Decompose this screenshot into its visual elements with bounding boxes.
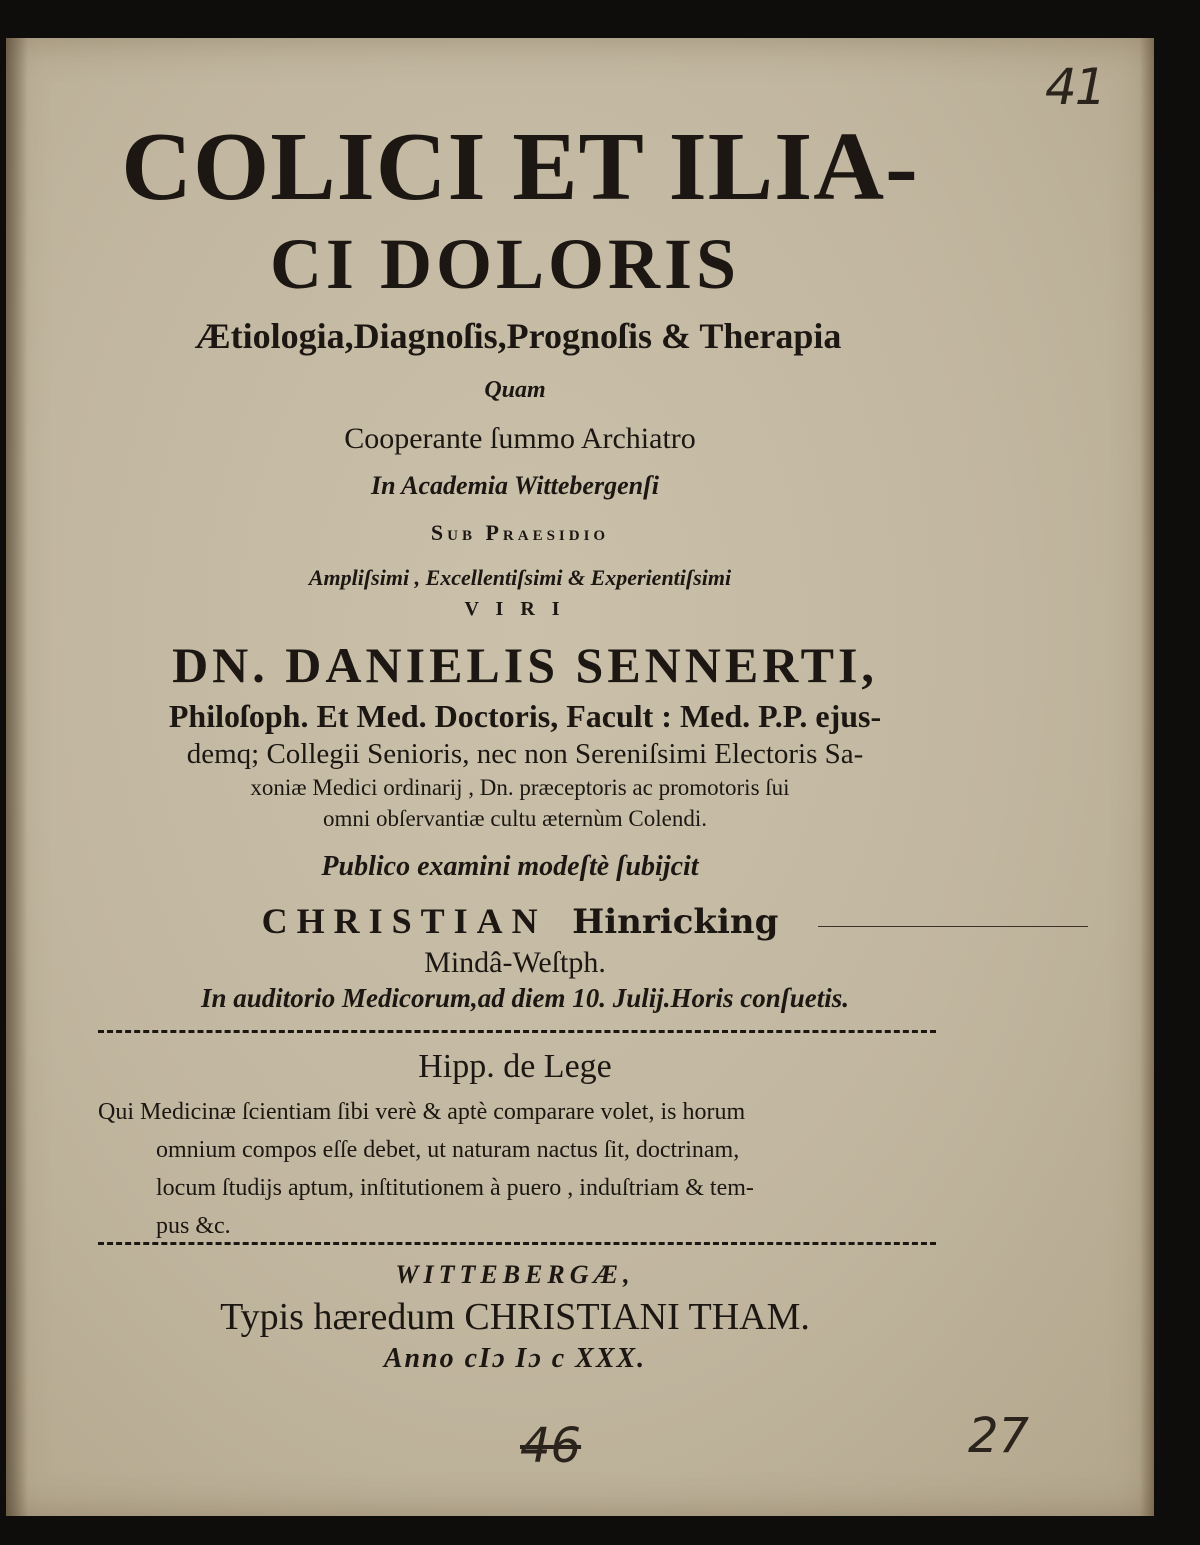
praeses-title-2: demq; Collegii Senioris, nec non Sereniſsimi Electoris Sa- (186, 738, 864, 770)
title-line-2: CI DOLORIS (269, 224, 741, 304)
respondent-line (0, 903, 1120, 940)
rule-top (98, 1030, 936, 1033)
imprint-place: WITTEBERGÆ, (395, 1260, 635, 1289)
quam-text: Quam (484, 377, 546, 403)
venue-date: In auditorio Medicorum,ad diem 10. Julij.Horis conſuetis. (200, 983, 850, 1013)
epigraph-line-2: omnium compos eſſe debet, ut naturam nactus ſit, doctrinam, (156, 1137, 740, 1163)
epigraph-line-3: locum ſtudijs aptum, inſtitutionem à puero , induſtriam & tem- (156, 1175, 754, 1201)
respondent-surname: Hinricking (572, 902, 779, 942)
imprint-printer: Typis hæredum CHRISTIANI THAM. (220, 1296, 810, 1338)
praeses-name: DN. DANIELIS SENNERTI, (172, 637, 878, 693)
academia-line: In Academia Wittebergenſi (371, 471, 659, 500)
epigraph-source: Hipp. de Lege (418, 1048, 612, 1085)
respondent-first-name: CHRISTIAN (261, 901, 547, 941)
praeses-title-3: xoniæ Medici ordinarij , Dn. præceptoris ac promotoris ſui (250, 775, 790, 800)
praeses-title-1: Philoſoph. Et Med. Doctoris, Facult : Med. P.P. ejus- (168, 698, 882, 734)
manuscript-note-center: 46 (520, 1418, 582, 1474)
sub-praesidio: Sub Praesidio (430, 520, 610, 545)
publico-examini: Publico examini modeſtè ſubijcit (321, 851, 699, 882)
cooperante-line: Cooperante ſummo Archiatro (344, 422, 696, 455)
epigraph-block (98, 1093, 948, 1245)
epigraph-line-1: Qui Medicinæ ſcientiam ſibi verè & aptè comparare volet, is horum (98, 1099, 746, 1125)
respondent-origin: Mindâ-Weſtph. (424, 946, 606, 979)
manuscript-note-right: 27 (968, 1408, 1030, 1464)
praeses-title-4: omni obſervantiæ cultu æternùm Colendi. (323, 806, 707, 831)
subtitle: Ætiologia,Diagnoſis,Prognoſis & Therapia (194, 316, 842, 356)
page-edge-shadow (1140, 38, 1154, 1516)
imprint-year: Anno cIɔ Iɔ c XXX. (383, 1343, 647, 1374)
rule-bottom (98, 1242, 936, 1245)
epithets-line: Ampliſsimi , Excellentiſsimi & Experientiſsimi (308, 565, 732, 590)
title-line-1: COLICI ET ILIA- (121, 113, 919, 221)
folio-number: 41 (1045, 58, 1105, 116)
viri-line: V I R I (464, 598, 566, 620)
epigraph-line-4: pus &c. (156, 1213, 231, 1239)
respondent-trailing-rule (818, 926, 1088, 927)
